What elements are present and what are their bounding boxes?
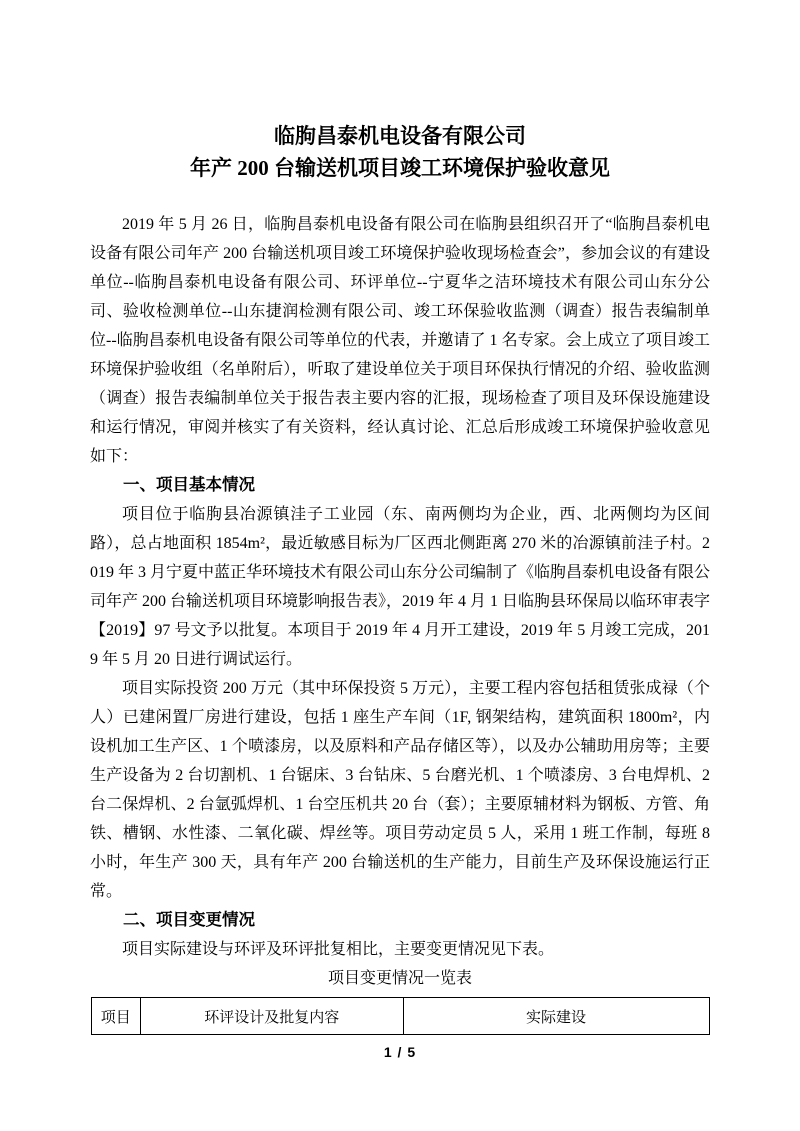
paragraph-project-investment: 项目实际投资 200 万元（其中环保投资 5 万元），主要工程内容包括租赁张成禄（个人）已建闲置厂房进行建设，包括 1 座生产车间（1F, 钢架结构，建筑面积 1800m²，内设机加工生产区、1 个喷漆房，以及原料和产品存储区等），以及办公辅助用房等；主要生产设备为 2 台切割机、1 台锯床、3 台钻床、5 台磨光机、1 个喷漆房、3 台电焊机、2 台二保焊机、2 台氩弧焊机、1 台空压机共 20 台（套）；主要原辅材料为钢板、方管、角铁、槽钢、水性漆、二氧化碳、焊丝等。项目劳动定员 5 人，采用 1 班工作制，每班 8 小时，年生产 300 天，具有年产 200 台输送机的生产能力，目前生产及环保设施运行正常。 — [90, 680, 710, 900]
document-content — [90, 0, 710, 1060]
change-table-caption: 项目变更情况一览表 — [327, 970, 472, 987]
change-table-header-eia-content: 环评设计及批复内容 — [140, 998, 403, 1035]
document-title-line2: 年产 200 台输送机项目竣工环境保护验收意见 — [190, 156, 610, 180]
page-number: 1 / 5 — [383, 1044, 417, 1060]
change-table-header-row — [91, 998, 709, 1035]
change-table-header-actual-construction: 实际建设 — [403, 998, 709, 1035]
paragraph-meeting-intro: 2019 年 5 月 26 日，临朐昌泰机电设备有限公司在临朐县组织召开了“临朐昌泰机电设备有限公司年产 200 台输送机项目竣工环境保护验收现场检查会”，参加会议的有建设单位--临朐昌泰机电设备有限公司、环评单位--宁夏华之洁环境技术有限公司山东分公司、验收检测单位--山东捷润检测有限公司、竣工环保验收监测（调查）报告表编制单位--临朐昌泰机电设备有限公司等单位的代表，并邀请了 1 名专家。会上成立了项目竣工环境保护验收组（名单附后），听取了建设单位关于项目环保执行情况的介绍、验收监测（调查）报告表编制单位关于报告表主要内容的汇报，现场检查了项目及环保设施建设和运行情况，审阅并核实了有关资料，经认真讨论、汇总后形成竣工环境保护验收意见如下： — [90, 216, 710, 465]
paragraph-project-location: 项目位于临朐县冶源镇洼子工业园（东、南两侧均为企业，西、北两侧均为区间路），总占地面积 1854m²，最近敏感目标为厂区西北侧距离 270 米的冶源镇前洼子村。2019 年 3 月宁夏中蓝正华环境技术有限公司山东分公司编制了《临朐昌泰机电设备有限公司年产 200 台输送机项目环境影响报告表》，2019 年 4 月 1 日临朐县环保局以临环审表字【2019】97 号文予以批复。本项目于 2019 年 4 月开工建设，2019 年 5 月竣工完成，2019 年 5 月 20 日进行调试运行。 — [90, 506, 711, 668]
document-title-line1: 临朐昌泰机电设备有限公司 — [274, 124, 526, 148]
document-title — [90, 120, 710, 184]
section-heading-project-changes: 二、项目变更情况 — [123, 911, 255, 929]
section-heading-basic-info: 一、项目基本情况 — [123, 476, 255, 494]
change-table — [91, 997, 710, 1035]
change-table-header-item: 项目 — [91, 998, 140, 1035]
paragraph-change-intro: 项目实际建设与环评及环评批复相比，主要变更情况见下表。 — [122, 941, 555, 958]
